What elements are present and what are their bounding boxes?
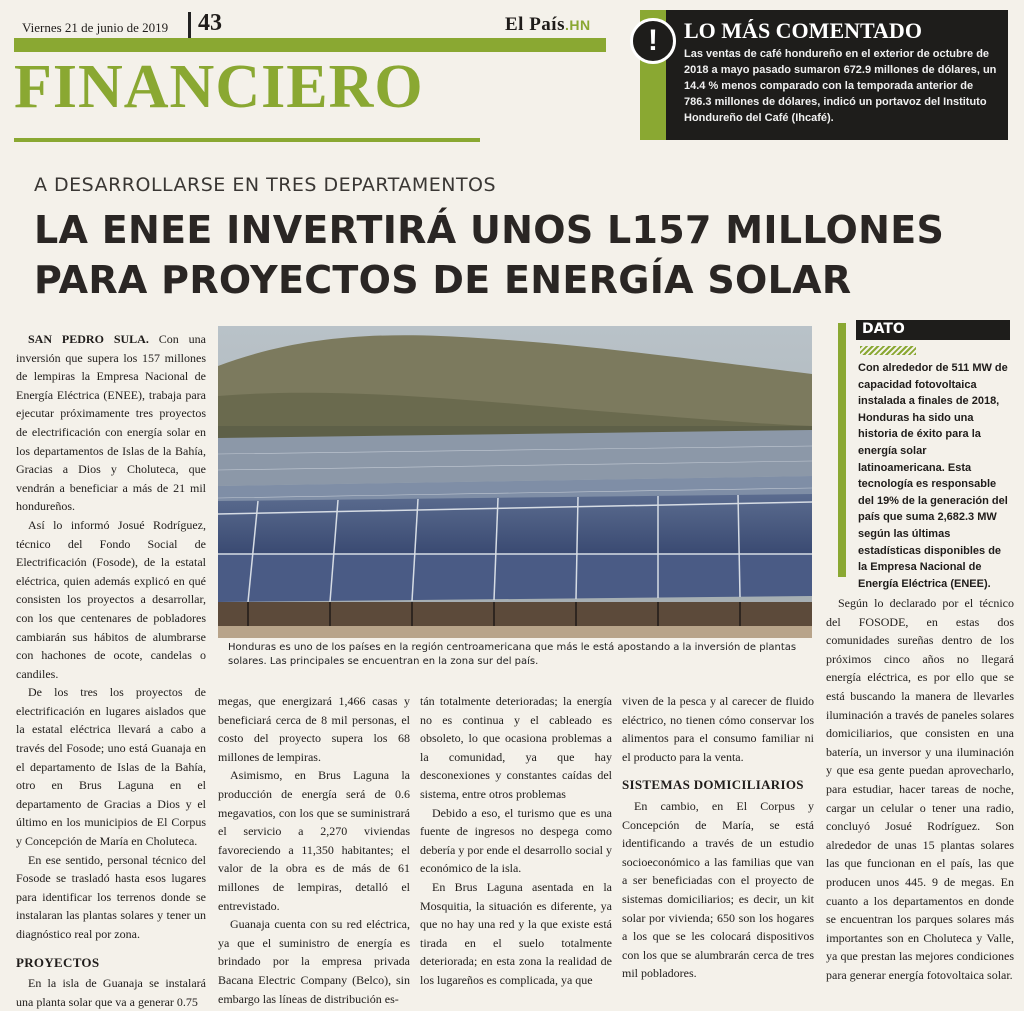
article-kicker: A DESARROLLARSE EN TRES DEPARTAMENTOS [34,174,497,196]
exclamation-icon: ! [630,18,676,64]
article-column-2 [218,692,410,1008]
article-column-4 [622,692,814,983]
article-column-1 [16,330,206,1011]
lmc-text: Las ventas de café hondureño en el exterior de octubre de 2018 a mayo pasado sumaron 672.9 millones de dólares, un 14.4 % menos comparado con la temporada anterior de 786.3 millones de dólares, indicó un portavoz del Instituto Hondureño del Café (Ihcafé). [684,48,997,124]
solar-panels-illustration [218,326,812,638]
page-number: 43 [198,10,222,36]
col5-paragraph-1: Según lo declarado por el técnico del FOSODE, en estas dos comunidades sureñas dentro de los próximos cinco años no llegará energía eléctrica, es por ello que se está buscando la manera de llevarles iluminación a través de paneles solares domiciliarios, que consisten en una batería, un inversor y una iluminación y que esa gente puedan aprovecharlo, para estudiar, hacer tareas de noche, cargar un celular o tener una radio, concluyó Josué Rodríguez. Son alrededor de unas 15 plantas solares las que funcionan en el país, las que producen unos 445. 9 de megas. En cuanto a los departamentos en donde se encuentran los parques solares más importantes son en Choluteca y Valle, ya que prestan las mejores condiciones para generar energía fotovoltaica solar. [826,596,1014,982]
photo-caption: Honduras es uno de los países en la región centroamericana que más le está apostando a la inversión de plantas solares. Las principales se encuentran en la zona sur del país. [228,642,797,667]
subhead-sistemas-domiciliarios: SISTEMAS DOMICILIARIOS [622,777,804,793]
dato-text: Con alrededor de 511 MW de capacidad fotovoltaica instalada a finales de 2018, Honduras ha sido una historia de éxito para la energía solar latinoamericana. Esta tecnología es responsable del 19% de la generación del país que suma 2,682.3 MW según las últimas estadísticas disponibles de la Empresa Nacional de Energía Eléctrica (ENEE). [858,362,1008,590]
col1-paragraph-1: Con una inversión que supera los 157 millones de lempiras la Empresa Nacional de Energía Eléctrica (ENEE), trabaja para ejecutar próximamente tres proyectos de electrificación con energía solar en los departamentos de Islas de la Bahía, Gracias a Dios y Choluteca, que vendrán a beneficiar a más de 21 mil hondureños. [16,332,207,514]
section-bar [14,38,606,52]
col3-paragraph-1: tán totalmente deterioradas; la energía no es continua y el cableado es obsoleto, lo que ocasiona problemas a la comunidad, ya que hay desconexiones y constantes caídas del sistema, entre otros problemas [420,694,612,801]
dato-accent-strip [838,323,846,577]
dateline: SAN PEDRO SULA. [28,332,149,346]
section-underline [14,138,480,142]
col1-paragraph-4: En ese sentido, personal técnico del Fosode se trasladó hasta esos lugares para identificar los terrenos donde se instalaran las plantas solares y tener un diagnóstico real por zona. [16,852,206,941]
brand-logo [505,14,591,36]
col4-paragraph-2: En cambio, en El Corpus y Concepción de María, se está identificando a través de un estudio socioeconómico a las familias que van a ser beneficiadas con el proyecto de sistemas domiciliarios; es decir, un kit solar por vivienda; 650 son los hogares a los que se les colocará dispositivos con los que se alumbrarán cerca de tres mil pobladores. [622,798,814,981]
subhead-proyectos: PROYECTOS [16,954,100,970]
col3-paragraph-3: En Brus Laguna asentada en la Mosquitia, la situación es diferente, ya que no hay una red y la que existe está tirada en el suelo totalmente deteriorada; en esta zona la realidad de los lugareños es complicada, ya que [420,879,612,987]
col1-paragraph-5: En la isla de Guanaja se instalará una planta solar que va a generar 0.75 [16,976,206,1009]
solar-farm-photo [218,326,812,638]
col1-paragraph-3: De los tres los proyectos de electrificación en lugares aislados que la estatal eléctrica llevará a cabo a través del Fosode; uno está Guanaja en el departamento de Islas de la Bahía, otro en Brus Laguna en el departamento de Gracias a Dios y el último en los municipios de El Corpus y Concepción de María en Choluteca. [16,685,206,849]
brand-suffix: .HN [564,17,591,33]
article-column-5 [826,594,1014,984]
col3-paragraph-2: Debido a eso, el turismo que es una fuente de ingresos no despega como debería y por ende el desarrollo social y económico de la isla. [420,805,612,876]
lmc-title: LO MÁS COMENTADO [684,18,922,43]
article-headline: LA ENEE INVERTIRÁ UNOS L157 MILLONES PARA PROYECTOS DE ENERGÍA SOLAR [34,208,945,302]
col4-paragraph-1: viven de la pesca y al carecer de fluido eléctrico, no tienen cómo conservar los alimentos para el consumo familiar ni el producto para la venta. [622,694,814,764]
section-title: FINANCIERO [14,53,424,121]
col2-paragraph-2: Asimismo, en Brus Laguna la producción de energía será de 0.6 megavatios, con los que se suministrará el servicio a 2,270 viviendas favoreciendo a 11,350 habitantes; el valor de la obra es de más de 61 millones de lempiras, detalló el entrevistado. [218,768,410,913]
header-divider [188,12,191,38]
col2-paragraph-1: megas, que energizará 1,466 casas y beneficiará cerca de 8 mil personas, el costo del proyecto supera los 68 millones de lempiras. [218,694,410,764]
lo-mas-comentado-box [666,10,1008,140]
brand-name: El País [505,14,565,35]
dato-hatch-decoration [860,346,916,355]
article-column-3 [420,692,612,990]
issue-date: Viernes 21 de junio de 2019 [22,20,169,35]
dato-title: DATO [856,320,1010,340]
col1-paragraph-2: Así lo informó Josué Rodríguez, técnico del Fondo Social de Electrificación (Fosode), de la estatal eléctrica, quien además explicó en qué consisten los proyectos a desarrollar, con los que centenares de pobladores cambiarán sus hábitos de alumbrarse con hachones de ocote, candelas o candiles. [16,517,206,681]
col2-paragraph-3: Guanaja cuenta con su red eléctrica, ya que el suministro de energía es brindado por la empresa privada Bacana Electric Company (Belco), sin embargo las líneas de distribución es- [218,917,410,1006]
